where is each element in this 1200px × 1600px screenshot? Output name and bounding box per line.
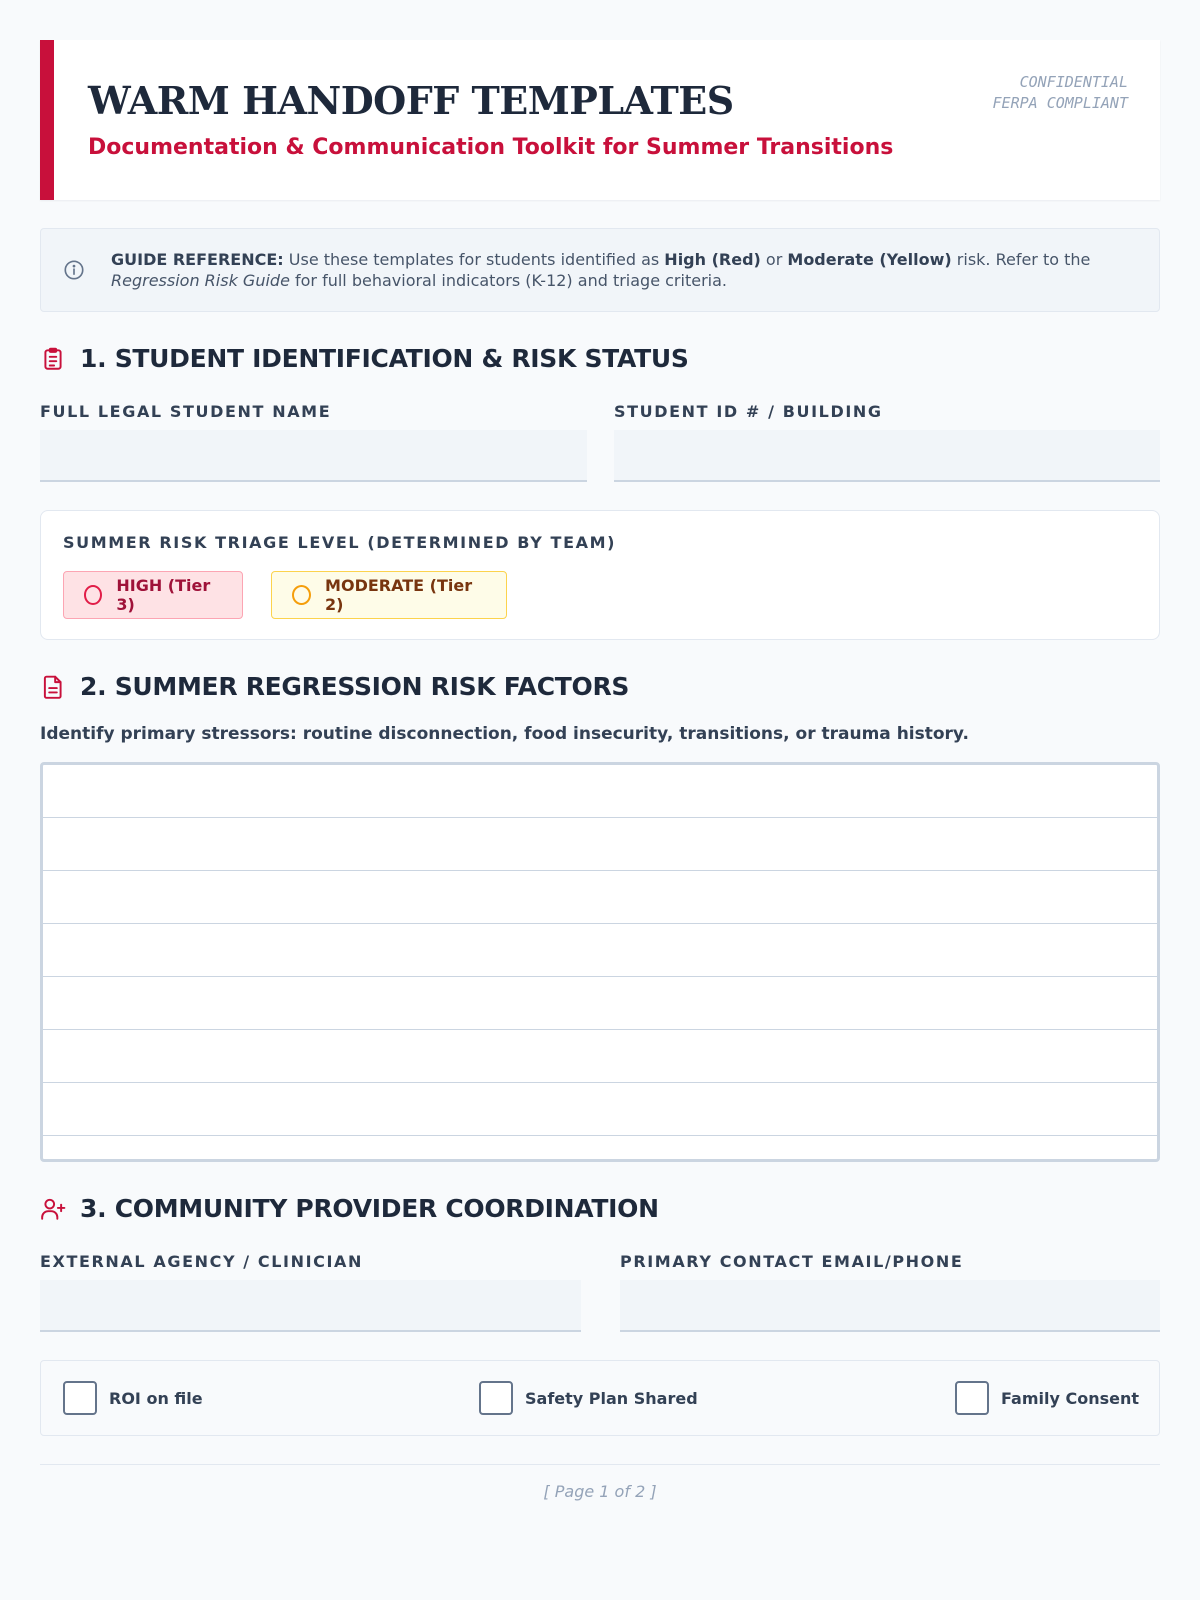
roi-checkbox[interactable] xyxy=(63,1381,203,1415)
safety-plan-label: Safety Plan Shared xyxy=(525,1388,698,1408)
family-consent-label: Family Consent xyxy=(1001,1388,1139,1408)
document-title: WARM HANDOFF TEMPLATES xyxy=(88,78,734,123)
checkbox-icon xyxy=(955,1381,989,1415)
guide-reference-text xyxy=(111,249,1141,291)
document-icon xyxy=(40,674,66,700)
clipboard-list-icon xyxy=(40,346,66,372)
confidential-label: CONFIDENTIAL xyxy=(1019,73,1128,91)
student-name-label: FULL LEGAL STUDENT NAME xyxy=(40,402,332,421)
primary-contact-input[interactable] xyxy=(620,1280,1160,1332)
guide-text-3: for full behavioral indicators (K-12) and triage criteria. xyxy=(289,271,727,290)
checkbox-icon xyxy=(479,1381,513,1415)
radio-circle-icon xyxy=(84,585,102,605)
student-id-label: STUDENT ID # / BUILDING xyxy=(614,402,883,421)
primary-contact-label: PRIMARY CONTACT EMAIL/PHONE xyxy=(620,1252,964,1271)
footer-divider xyxy=(40,1464,1160,1465)
roi-label: ROI on file xyxy=(109,1388,203,1408)
moderate-risk-option[interactable] xyxy=(271,571,507,619)
moderate-risk-label: MODERATE (Tier 2) xyxy=(325,576,473,614)
guide-or: or xyxy=(760,250,788,269)
user-plus-icon xyxy=(40,1196,66,1222)
guide-lead: GUIDE REFERENCE: xyxy=(111,250,284,269)
section-2-heading xyxy=(40,672,629,701)
student-id-input[interactable] xyxy=(614,430,1160,482)
section-3-title: 3. COMMUNITY PROVIDER COORDINATION xyxy=(80,1194,659,1223)
risk-factors-instructions: Identify primary stressors: routine disconnection, food insecurity, transitions, or trauma history. xyxy=(40,724,969,744)
page-number: [ Page 1 of 2 ] xyxy=(543,1482,657,1501)
guide-high: High (Red) xyxy=(664,250,761,269)
high-risk-label: HIGH (Tier 3) xyxy=(116,576,211,614)
coordination-checklist xyxy=(40,1360,1160,1436)
high-risk-option[interactable] xyxy=(63,571,243,619)
guide-text-2: risk. Refer to the xyxy=(951,250,1091,269)
guide-name: Regression Risk Guide xyxy=(111,271,290,290)
checkbox-icon xyxy=(63,1381,97,1415)
document-subtitle: Documentation & Communication Toolkit for Summer Transitions xyxy=(88,135,894,160)
guide-text-1: Use these templates for students identified as xyxy=(283,250,665,269)
radio-circle-icon xyxy=(292,585,311,605)
guide-reference-box xyxy=(40,228,1160,312)
risk-factors-notes-area[interactable] xyxy=(40,762,1160,1162)
document-header xyxy=(40,40,1160,200)
student-name-input[interactable] xyxy=(40,430,587,482)
section-3-heading xyxy=(40,1194,659,1223)
external-agency-label: EXTERNAL AGENCY / CLINICIAN xyxy=(40,1252,364,1271)
risk-triage-box xyxy=(40,510,1160,640)
safety-plan-checkbox[interactable] xyxy=(479,1381,698,1415)
guide-moderate: Moderate (Yellow) xyxy=(787,250,952,269)
ferpa-label: FERPA COMPLIANT xyxy=(992,94,1128,112)
family-consent-checkbox[interactable] xyxy=(955,1381,1139,1415)
external-agency-input[interactable] xyxy=(40,1280,581,1332)
confidentiality-notice xyxy=(993,72,1128,114)
section-2-title: 2. SUMMER REGRESSION RISK FACTORS xyxy=(80,672,630,701)
info-icon xyxy=(63,259,85,281)
section-1-title: 1. STUDENT IDENTIFICATION & RISK STATUS xyxy=(80,344,689,373)
risk-triage-label: SUMMER RISK TRIAGE LEVEL (DETERMINED BY TEAM) xyxy=(63,533,617,552)
section-1-heading xyxy=(40,344,689,373)
